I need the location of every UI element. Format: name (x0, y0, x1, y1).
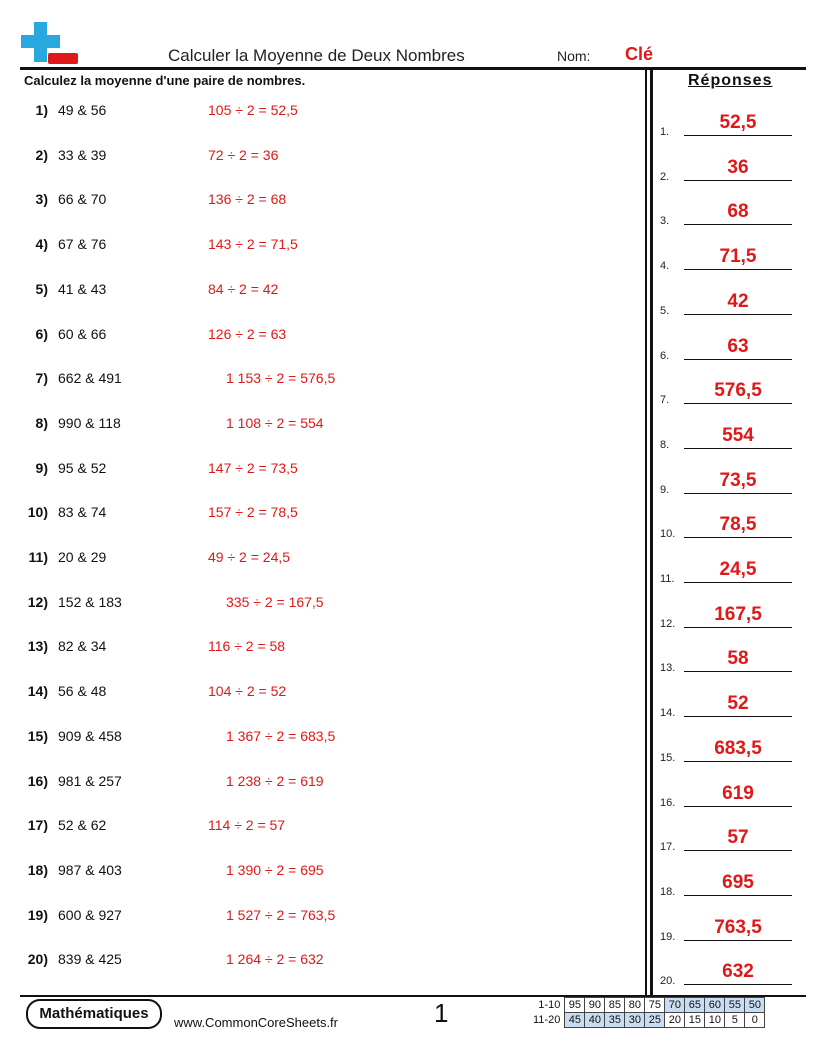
problem-number: 4) (35, 236, 48, 253)
worked-solution: 157 ÷ 2 = 78,5 (208, 504, 298, 521)
score-cell: 15 (685, 1013, 705, 1028)
answer-value: 78,5 (719, 514, 757, 536)
answer-index: 20. (660, 975, 676, 988)
name-label: Nom: (557, 48, 591, 64)
answer-value: 68 (727, 201, 749, 223)
answer-underline (684, 135, 792, 136)
number-pair: 66 & 70 (58, 191, 107, 208)
answer-line (660, 687, 800, 719)
number-pair: 20 & 29 (58, 549, 107, 565)
problem-number: 6) (35, 325, 48, 342)
answer-line (660, 732, 800, 764)
answer-index: 14. (660, 707, 676, 720)
answer-line (660, 955, 800, 987)
worked-solution: 114 ÷ 2 = 57 (208, 817, 286, 834)
column-divider (650, 67, 653, 995)
worked-solution: 1 238 ÷ 2 = 619 (226, 772, 324, 789)
score-cell: 30 (625, 1013, 645, 1028)
answer-value: 71,5 (719, 246, 757, 268)
answer-index: 6. (660, 349, 670, 362)
score-cell: 50 (745, 998, 765, 1013)
number-pair: 990 & 118 (58, 414, 121, 431)
problem-number: 15) (27, 727, 48, 744)
answer-index: 9. (660, 483, 670, 496)
number-pair: 839 & 425 (58, 951, 122, 968)
problem-number: 11) (28, 549, 48, 565)
number-pair: 33 & 39 (58, 146, 107, 163)
answer-underline (684, 582, 792, 583)
answer-index: 7. (660, 394, 670, 407)
number-pair: 600 & 927 (58, 906, 122, 923)
score-cell: 5 (725, 1013, 745, 1028)
problem-number: 13) (27, 638, 48, 655)
score-cell: 75 (645, 998, 665, 1013)
answer-value: 63 (727, 335, 749, 357)
answer-line (660, 240, 800, 272)
problem-number: 16) (27, 772, 48, 789)
worked-solution: 1 153 ÷ 2 = 576,5 (226, 370, 336, 387)
worked-solution: 335 ÷ 2 = 167,5 (226, 593, 324, 610)
score-cell: 20 (665, 1013, 685, 1028)
worked-solution: 143 ÷ 2 = 71,5 (208, 236, 298, 253)
problem-number: 12) (27, 593, 48, 610)
problem-row (0, 415, 640, 435)
answer-value: 58 (727, 648, 749, 670)
problem-number: 2) (35, 146, 48, 163)
worked-solution: 126 ÷ 2 = 63 (208, 325, 287, 342)
instructions: Calculez la moyenne d'une paire de nombres. (24, 73, 306, 88)
answer-index: 8. (660, 438, 670, 451)
answer-value: 73,5 (719, 469, 757, 491)
answer-line (660, 821, 800, 853)
worked-solution: 72 ÷ 2 = 36 (208, 146, 279, 163)
problem-row (0, 281, 640, 301)
answer-line (660, 151, 800, 183)
score-cell: 65 (685, 998, 705, 1013)
number-pair: 95 & 52 (58, 459, 107, 476)
problem-number: 9) (35, 459, 48, 476)
number-pair: 67 & 76 (58, 236, 107, 253)
answer-index: 3. (660, 215, 670, 228)
answer-index: 16. (660, 796, 676, 809)
answer-line (660, 866, 800, 898)
score-cell: 35 (605, 1013, 625, 1028)
page-title: Calculer la Moyenne de Deux Nombres (168, 46, 465, 65)
answer-line (660, 777, 800, 809)
problem-row (0, 907, 640, 927)
score-cell: 40 (585, 1013, 605, 1028)
answer-line (660, 642, 800, 674)
header-divider (20, 67, 806, 70)
answer-underline (684, 537, 792, 538)
worked-solution: 1 527 ÷ 2 = 763,5 (226, 906, 336, 923)
problem-number: 5) (35, 280, 48, 297)
number-pair: 56 & 48 (58, 683, 107, 700)
answer-line (660, 598, 800, 630)
worked-solution: 84 ÷ 2 = 42 (208, 280, 279, 297)
answer-value: 695 (722, 871, 754, 893)
answer-value: 683,5 (714, 737, 762, 759)
answer-value: 632 (722, 961, 754, 983)
problem-number: 19) (27, 906, 48, 923)
worked-solution: 1 108 ÷ 2 = 554 (226, 414, 324, 431)
answer-index: 15. (660, 751, 676, 764)
problem-row (0, 326, 640, 346)
number-pair: 52 & 62 (58, 817, 107, 834)
plus-minus-logo-icon (20, 22, 80, 66)
answer-index: 17. (660, 841, 676, 854)
answer-index: 18. (660, 885, 676, 898)
answer-line (660, 464, 800, 496)
number-pair: 981 & 257 (58, 772, 122, 789)
problem-number: 18) (27, 861, 48, 878)
problem-row (0, 549, 640, 569)
number-pair: 83 & 74 (58, 504, 107, 521)
answer-index: 10. (660, 528, 676, 541)
answer-index: 13. (660, 662, 676, 675)
answer-index: 4. (660, 260, 670, 273)
score-cell: 55 (725, 998, 745, 1013)
answer-index: 5. (660, 304, 670, 317)
answer-line (660, 330, 800, 362)
worked-solution: 1 390 ÷ 2 = 695 (226, 861, 324, 878)
number-pair: 152 & 183 (58, 593, 122, 610)
problem-row (0, 728, 640, 748)
problem-number: 8) (35, 414, 48, 431)
answer-value: 24,5 (719, 559, 757, 580)
brand-badge: Mathématiques (26, 999, 162, 1029)
number-pair: 662 & 491 (58, 370, 122, 387)
number-pair: 41 & 43 (58, 280, 107, 297)
answer-line (660, 195, 800, 227)
answer-value: 619 (722, 782, 754, 804)
answer-value: 576,5 (714, 380, 762, 402)
number-pair: 987 & 403 (58, 861, 122, 878)
number-pair: 82 & 34 (58, 638, 107, 655)
problem-number: 10) (27, 504, 48, 521)
page-number: 1 (434, 998, 449, 1028)
problem-row (0, 460, 640, 480)
worked-solution: 147 ÷ 2 = 73,5 (208, 459, 298, 476)
answer-value: 167,5 (714, 603, 762, 625)
worked-solution: 1 264 ÷ 2 = 632 (226, 951, 324, 968)
problem-number: 3) (35, 191, 48, 208)
answer-underline (684, 314, 792, 315)
problem-row (0, 683, 640, 703)
answer-underline (684, 895, 792, 896)
answer-underline (684, 180, 792, 181)
worked-solution: 49 ÷ 2 = 24,5 (208, 549, 291, 565)
problem-row (0, 191, 640, 211)
problem-row (0, 102, 640, 122)
score-cell: 25 (645, 1013, 665, 1028)
score-cell: 85 (605, 998, 625, 1013)
answer-underline (684, 671, 792, 672)
answer-value: 42 (727, 290, 749, 312)
number-pair: 909 & 458 (58, 727, 122, 744)
score-cell: 45 (565, 1013, 585, 1028)
score-cell: 10 (705, 1013, 725, 1028)
answer-line (660, 419, 800, 451)
answer-underline (684, 269, 792, 270)
problem-number: 1) (35, 102, 48, 118)
score-cell: 95 (565, 998, 585, 1013)
score-row-label: 11-20 (533, 1014, 561, 1026)
problem-row (0, 370, 640, 390)
problem-number: 14) (27, 683, 48, 700)
answer-line (660, 106, 800, 138)
problem-row (0, 773, 640, 793)
answer-value: 52,5 (719, 112, 757, 133)
answer-line (660, 553, 800, 585)
answer-index: 11. (660, 573, 675, 585)
answer-value: 57 (727, 827, 749, 849)
worked-solution: 1 367 ÷ 2 = 683,5 (226, 727, 336, 744)
answer-underline (684, 403, 792, 404)
problem-row (0, 817, 640, 837)
answer-underline (684, 806, 792, 807)
score-cell: 70 (665, 998, 685, 1013)
answer-underline (684, 627, 792, 628)
number-pair: 60 & 66 (58, 325, 107, 342)
number-pair: 49 & 56 (58, 102, 107, 118)
worked-solution: 116 ÷ 2 = 58 (208, 638, 286, 655)
score-cell: 90 (585, 998, 605, 1013)
answer-underline (684, 448, 792, 449)
answer-index: 2. (660, 170, 670, 183)
score-cell: 60 (705, 998, 725, 1013)
problem-row (0, 951, 640, 971)
problem-number: 20) (27, 951, 48, 968)
score-row (530, 998, 765, 1013)
score-row (530, 1013, 765, 1028)
problem-row (0, 236, 640, 256)
answer-index: 1. (660, 126, 670, 138)
answer-value: 554 (722, 424, 754, 446)
score-row-label: 1-10 (538, 999, 561, 1011)
problem-number: 7) (35, 370, 48, 387)
answer-line (660, 374, 800, 406)
problem-row (0, 862, 640, 882)
worked-solution: 104 ÷ 2 = 52 (208, 683, 287, 700)
name-value: Clé (625, 44, 654, 64)
answer-underline (684, 716, 792, 717)
answer-underline (684, 359, 792, 360)
answer-value: 52 (727, 693, 749, 715)
answer-underline (684, 224, 792, 225)
problem-row (0, 638, 640, 658)
site-url: www.CommonCoreSheets.fr (174, 1015, 338, 1030)
score-table (530, 997, 765, 1028)
answers-title: Réponses (688, 72, 773, 89)
answer-underline (684, 850, 792, 851)
answer-underline (684, 984, 792, 985)
problem-number: 17) (27, 817, 48, 834)
worked-solution: 105 ÷ 2 = 52,5 (208, 102, 298, 118)
problem-row (0, 594, 640, 614)
problem-row (0, 147, 640, 167)
score-cell: 0 (745, 1013, 765, 1028)
answer-line (660, 285, 800, 317)
problem-row (0, 504, 640, 524)
column-divider (645, 67, 647, 995)
worked-solution: 136 ÷ 2 = 68 (208, 191, 287, 208)
answer-underline (684, 493, 792, 494)
answer-line (660, 911, 800, 943)
answer-underline (684, 761, 792, 762)
answer-index: 12. (660, 617, 676, 630)
answer-value: 36 (727, 156, 749, 178)
score-cell: 80 (625, 998, 645, 1013)
answer-line (660, 508, 800, 540)
answer-underline (684, 940, 792, 941)
answer-value: 763,5 (714, 916, 762, 938)
answer-index: 19. (660, 930, 676, 943)
